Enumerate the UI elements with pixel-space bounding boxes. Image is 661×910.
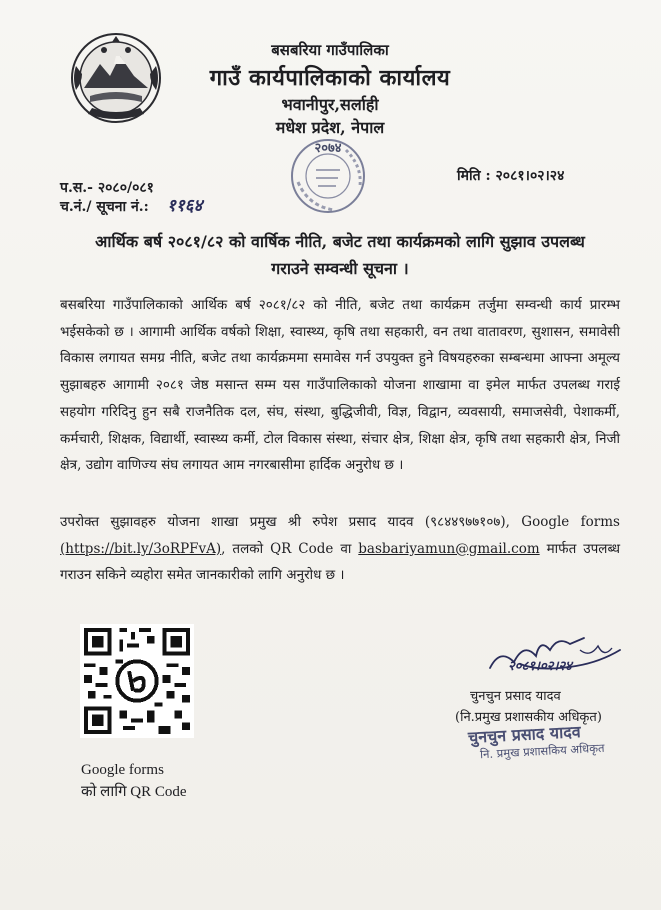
signatory-title: (नि.प्रमुख प्रशासकीय अधिकृत) [455, 710, 602, 725]
subject-line-1: आर्थिक बर्ष २०८१/८२ को वार्षिक नीति, बजेट तथा कार्यक्रमको लागि सुझाव उपलब्ध [95, 232, 585, 251]
body-paragraph-2 [60, 509, 620, 589]
body-paragraph-1: बसबरिया गाउँपालिकाको आर्थिक बर्ष २०८१/८२ को नीति, बजेट तथा कार्यक्रम तर्जुमा सम्वन्धी कार्य प्रारम्भ भईसकेको छ । आगामी आर्थिक वर्षको शिक्षा, स्वास्थ्य, कृषि तथा सहकारी, वन तथा वातावरण, सुशासन, समावेसी विकास लगायत समग्र नीति, बजेट तथा कार्यक्रममा समावेस गर्न उपयुक्त हुने विषयहरुका सम्बन्धमा आफ्ना अमूल्य सुझाबहरु आगामी २०८१ जेष्ठ मसान्त सम्म यस गाउँपालिकाको योजना शाखामा वा इमेल मार्फत उपलब्ध गराई सहयोग गरिदिनु हुन सबै राजनैतिक दल, संघ, संस्था, बुद्धिजीवी, विज्ञ, विद्वान, व्यवसायी, समाजसेवी, पेशाकर्मी, कर्मचारी, शिक्षक, विद्यार्थी, स्वास्थ्य कर्मी, टोल विकास संस्था, संचार क्षेत्र, शिक्षा क्षेत्र, कृषि तथा सहकारी क्षेत्र, निजी क्षेत्र, उद्योग वाणिज्य संघ लगायत आम नगरबासीमा हार्दिक अनुरोध छ । [60, 297, 620, 474]
office-title: गाउँ कार्यपालिकाको कार्यालय [209, 65, 451, 91]
office-province: मधेश प्रदेश, नेपाल [275, 118, 385, 137]
stamp-year: २०७४ [314, 141, 342, 156]
signatory-name: चुनचुन प्रसाद यादव [470, 689, 561, 704]
office-address: भवानीपुर,सर्लाही [281, 95, 379, 114]
paragraph-2-text-c: मार्फत उपलब्ध गराउन सकिने व्यहोरा समेत जानकारीको लागि अनुरोध छ । [60, 540, 620, 584]
qr-code-icon[interactable] [80, 624, 194, 738]
qr-label-line-2: को लागि QR Code [81, 784, 187, 800]
qr-label-line-1: Google forms [81, 762, 164, 778]
dispatch-number: ११६४ [167, 196, 203, 216]
fiscal-reference: प.स.- २०८०/०८१ [60, 180, 154, 196]
title-stamp: नि. प्रमुख प्रशासकिय अधिकृत [479, 740, 605, 762]
dispatch-label: च.नं./ सूचना नं.: [60, 199, 149, 215]
signature-date: २०८१।०२।२४ [508, 659, 572, 674]
letter-date: मिति : २०८१।०२।२४ [457, 168, 565, 184]
google-forms-link[interactable]: (https://bit.ly/3oRPFvA) [60, 540, 222, 557]
paragraph-2-text-a: उपरोक्त सुझावहरु योजना शाखा प्रमुख श्री रुपेश प्रसाद यादव (९८४४९७७१०७), Google forms [60, 514, 620, 530]
municipality-name: बसबरिया गाउँपालिका [271, 41, 389, 59]
name-stamp: चुनचुन प्रसाद यादव [467, 722, 582, 747]
paragraph-2-text-b: , तलको QR Code वा [221, 540, 359, 557]
nepal-emblem-icon [68, 30, 164, 126]
email-link[interactable]: basbariyamun@gmail.com [358, 540, 540, 557]
subject-line-2: गराउने सम्वन्धी सूचना । [271, 259, 409, 278]
